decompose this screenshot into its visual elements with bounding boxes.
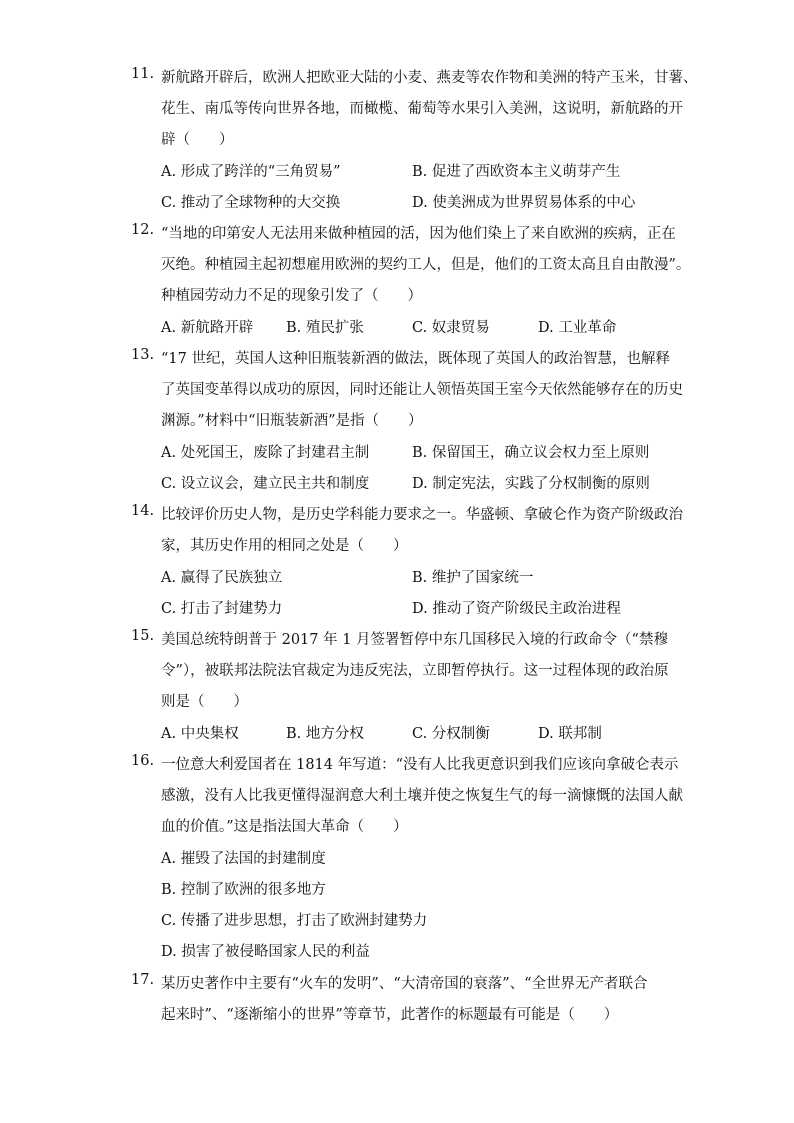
option-a: A. 处死国王，废除了封建君主制: [161, 445, 370, 461]
option-d: D. 工业革命: [538, 320, 617, 336]
question-text-line: 血的价值。”这是指法国大革命（ ）: [161, 819, 408, 835]
option-c: C. 设立议会，建立民主共和制度: [161, 476, 370, 492]
question-text-line: “当地的印第安人无法用来做种植园的活，因为他们染上了来自欧洲的疾病，正在: [161, 226, 676, 242]
option-a: A. 形成了跨洋的“三角贸易”: [161, 164, 341, 180]
question-text-line: 则是（ ）: [161, 694, 248, 710]
question-number: 13.: [131, 347, 155, 363]
question-number: 11.: [131, 66, 155, 82]
question-text-line: “17 世纪，英国人这种旧瓶装新酒的做法，既体现了英国人的政治智慧，也解释: [161, 351, 670, 367]
question-text-line: 起来时”、“逐渐缩小的世界”等章节，此著作的标题最有可能是（ ）: [161, 1007, 619, 1023]
option-b: B. 促进了西欧资本主义萌芽产生: [412, 164, 621, 180]
question-text-line: 灭绝。种植园主起初想雇用欧洲的契约工人，但是，他们的工资太高且自由散漫”。: [161, 257, 691, 273]
option-c: C. 传播了进步思想，打击了欧洲封建势力: [161, 913, 428, 929]
question-text-line: 花生、南瓜等传向世界各地，而橄榄、葡萄等水果引入美洲，这说明，新航路的开: [161, 101, 683, 117]
question-number: 16.: [131, 753, 155, 769]
option-a: A. 摧毁了法国的封建制度: [161, 851, 326, 867]
question-text-line: 辟（ ）: [161, 132, 234, 148]
question-text-line: 了英国变革得以成功的原因，同时还能让人领悟英国王室今天依然能够存在的历史: [161, 382, 683, 398]
option-a: A. 中央集权: [161, 726, 239, 742]
option-d: D. 推动了资产阶级民主政治进程: [412, 601, 621, 617]
question-text-line: 某历史著作中主要有“火车的发明”、“大清帝国的衰落”、“全世界无产者联合: [161, 976, 648, 992]
option-c: C. 分权制衡: [412, 726, 490, 742]
question-text-line: 一位意大利爱国者在 1814 年写道：“没有人比我更意识到我们应该向拿破仑表示: [161, 757, 679, 773]
question-text-line: 渊源。”材料中“旧瓶装新酒”是指（ ）: [161, 413, 423, 429]
question-number: 12.: [131, 222, 155, 238]
option-a: A. 新航路开辟: [161, 320, 254, 336]
question-number: 17.: [131, 972, 155, 988]
question-number: 14.: [131, 503, 155, 519]
option-d: D. 制定宪法，实践了分权制衡的原则: [412, 476, 650, 492]
question-text-line: 比较评价历史人物，是历史学科能力要求之一。华盛顿、拿破仑作为资产阶级政治: [161, 507, 683, 523]
question-text-line: 美国总统特朗普于 2017 年 1 月签署暂停中东几国移民入境的行政命令（“禁穆: [161, 632, 668, 648]
option-c: C. 打击了封建势力: [161, 601, 283, 617]
option-c: C. 推动了全球物种的大交换: [161, 195, 341, 211]
question-text-line: 种植园劳动力不足的现象引发了（ ）: [161, 288, 422, 304]
option-b: B. 控制了欧洲的很多地方: [161, 882, 326, 898]
option-d: D. 使美洲成为世界贸易体系的中心: [412, 195, 636, 211]
option-c: C. 奴隶贸易: [412, 320, 490, 336]
question-number: 15.: [131, 628, 155, 644]
question-text-line: 令”），被联邦法院法官裁定为违反宪法，立即暂停执行。这一过程体现的政治原: [161, 663, 669, 679]
option-b: B. 保留国王，确立议会权力至上原则: [412, 445, 650, 461]
question-text-line: 感激，没有人比我更懂得湿润意大利土壤并使之恢复生气的每一滴慷慨的法国人献: [161, 788, 683, 804]
option-a: A. 赢得了民族独立: [161, 570, 283, 586]
question-text-line: 新航路开辟后，欧洲人把欧亚大陆的小麦、燕麦等农作物和美洲的特产玉米，甘薯、: [161, 70, 698, 86]
option-b: B. 殖民扩张: [286, 320, 364, 336]
option-d: D. 联邦制: [538, 726, 602, 742]
option-b: B. 地方分权: [286, 726, 364, 742]
option-d: D. 损害了被侵略国家人民的利益: [161, 944, 370, 960]
option-b: B. 维护了国家统一: [412, 570, 534, 586]
question-text-line: 家，其历史作用的相同之处是（ ）: [161, 538, 408, 554]
